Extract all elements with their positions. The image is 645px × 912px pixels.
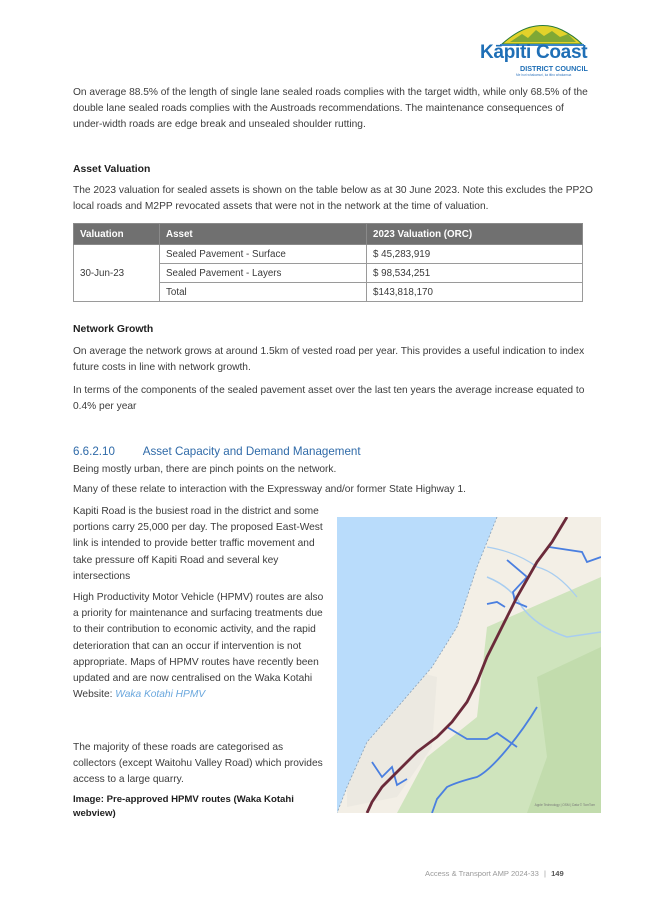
page-number: 149 bbox=[551, 869, 564, 878]
value-cell: $ 98,534,251 bbox=[367, 264, 583, 283]
intro-paragraph: On average 88.5% of the length of single lane sealed roads complies with the target width, while only 68.5% of the double lane sealed roads complies with the Austroads recommendations. The maintenance consequences of under-width roads are edge break and unsealed shoulder rutting. bbox=[73, 87, 588, 131]
capacity-paragraph-4 bbox=[73, 590, 325, 703]
footer-separator: | bbox=[543, 869, 546, 878]
asset-valuation-paragraph: The 2023 valuation for sealed assets is shown on the table below as at 30 June 2023. Note this excludes the PP2O local roads and M2PP revocated assets that were not in the network at the time of valuation. bbox=[73, 185, 593, 213]
value-cell: $ 45,283,919 bbox=[367, 245, 583, 264]
section-number: 6.6.2.10 bbox=[73, 445, 115, 458]
asset-valuation-heading: Asset Valuation bbox=[73, 164, 151, 175]
network-growth-heading: Network Growth bbox=[73, 324, 154, 335]
value-cell: $143,818,170 bbox=[367, 283, 583, 302]
capacity-paragraph-5: The majority of these roads are categorised as collectors (except Waitohu Valley Road) which provides access to a large quarry. bbox=[73, 742, 323, 786]
footer-document-title: Access & Transport AMP 2024-33 bbox=[425, 869, 539, 878]
table-header-row bbox=[74, 224, 583, 245]
capacity-paragraph-1: Being mostly urban, there are pinch points on the network. bbox=[73, 464, 337, 475]
capacity-paragraph-2: Many of these relate to interaction with the Expressway and/or former State Highway 1. bbox=[73, 484, 466, 495]
column-header-valuation: Valuation bbox=[74, 224, 160, 245]
valuation-date-cell: 30-Jun-23 bbox=[74, 245, 160, 302]
map-canvas bbox=[337, 517, 601, 813]
section-heading bbox=[73, 445, 361, 458]
asset-cell: Sealed Pavement - Layers bbox=[160, 264, 367, 283]
table-row bbox=[74, 245, 583, 264]
hpmv-routes-map bbox=[337, 517, 601, 813]
valuation-table bbox=[73, 223, 583, 302]
council-logo bbox=[470, 22, 620, 80]
waka-kotahi-hpmv-link[interactable]: Waka Kotahi HPMV bbox=[115, 689, 206, 701]
network-growth-paragraph-2: In terms of the components of the sealed pavement asset over the last ten years the average increase equated to 0.4% per year bbox=[73, 385, 585, 413]
logo-name: Kāpiti Coast bbox=[480, 42, 588, 63]
hpmv-text: High Productivity Motor Vehicle (HPMV) routes are also a priority for maintenance and surfacing treatments due to their contribution to economic activity, and the rapid deterioration that can an occur if intervention is not appropriate. Maps of HPMV routes have recently been updated and are now centralised on the Waka Kotahi Website: bbox=[73, 592, 324, 701]
map-caption: Image: Pre-approved HPMV routes (Waka Kotahi webview) bbox=[73, 794, 294, 819]
section-title: Asset Capacity and Demand Management bbox=[142, 445, 361, 458]
logo-tagline: Me huri whakamuri, ka titiro whakamua bbox=[516, 73, 572, 77]
column-header-2023-valuation: 2023 Valuation (ORC) bbox=[367, 224, 583, 245]
map-attribution: Apple Technology | OSM | Data © TomTom bbox=[534, 803, 595, 807]
asset-cell: Total bbox=[160, 283, 367, 302]
asset-cell: Sealed Pavement - Surface bbox=[160, 245, 367, 264]
column-header-asset: Asset bbox=[160, 224, 367, 245]
logo-subtitle: DISTRICT COUNCIL bbox=[520, 64, 588, 73]
page-footer bbox=[425, 869, 564, 878]
capacity-paragraph-3: Kapiti Road is the busiest road in the district and some portions carry 25,000 per day. The proposed East-West link is intended to provide better traffic movement and take pressure off Kapiti Road and several key intersections bbox=[73, 506, 323, 582]
network-growth-paragraph-1: On average the network grows at around 1.5km of vested road per year. This provides a useful indication to index future costs in line with network growth. bbox=[73, 346, 585, 374]
